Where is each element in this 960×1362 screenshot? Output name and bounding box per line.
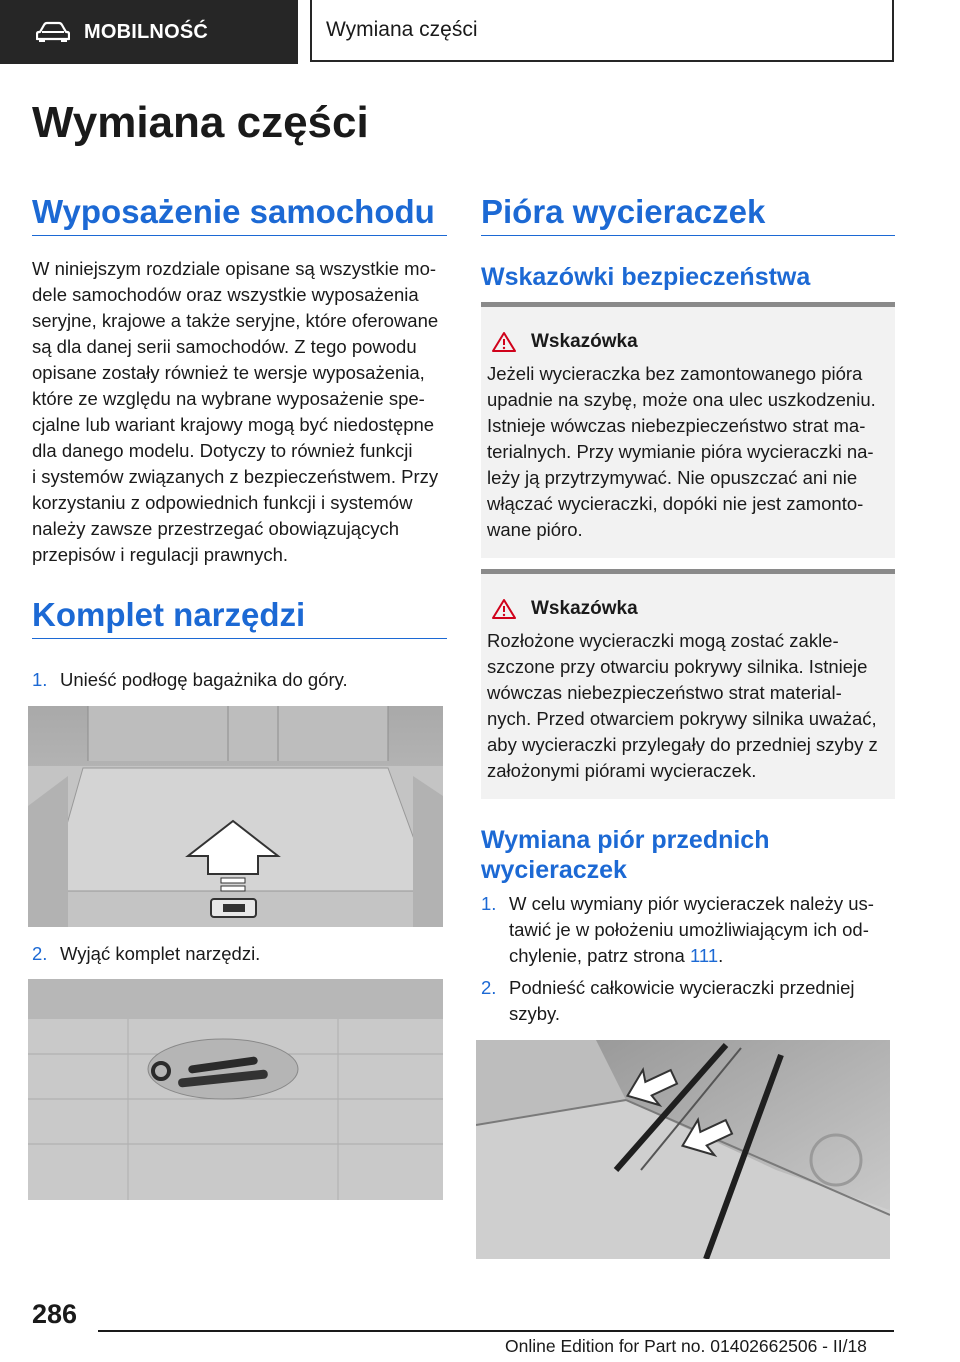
text-line: W niniejszym rozdziale opisane są wszystkie mo‐ [32,258,437,279]
text-line: dele samochodów oraz wszystkie wyposażenia [32,284,419,305]
topic-tab [310,0,894,62]
text-line: i systemów związanych z bezpieczeństwem. Przy [32,466,439,487]
toolkit-illustration [28,979,443,1200]
step-number: 2. [32,943,48,964]
page-number: 286 [32,1299,78,1329]
wiper-step-2 [481,975,854,1027]
step-text: szyby. [509,1003,561,1024]
windshield-wiper-illustration [476,1040,890,1259]
heading-vehicle-equipment: Wyposażenie samochodu [32,193,447,236]
note-line: Rozłożone wycieraczki mogą zostać zakle‐ [487,630,839,651]
note-box-2 [481,569,895,799]
step-text: Wyjąć komplet narzędzi. [60,943,261,964]
step-text: Unieść podłogę bagażnika do góry. [60,669,348,690]
note-box-1 [481,302,895,558]
text-line: cjalne lub wariant krajowy mogą być niedostępne [32,414,435,435]
step-text: Podnieść całkowicie wycieraczki przedniej [509,977,855,998]
step-number: 1. [481,893,497,914]
note-line: założonymi piórami wycieraczek. [487,760,757,781]
step-number: 1. [32,669,48,690]
note-line: Jeżeli wycieraczka bez zamontowanego pióra [487,363,863,384]
note-title: Wskazówka [531,331,638,352]
trunk-floor-illustration [28,706,443,927]
heading-safety-notes: Wskazówki bezpieczeństwa [481,263,811,291]
note-line: nych. Przed otwarciem pokrywy silnika uważać, [487,708,877,729]
heading-line: Wymiana piór przednich [481,826,770,854]
text-line: należy zawsze przestrzegać obowiązujących [32,518,400,539]
equipment-paragraph [32,256,452,568]
text-line: seryjne, krajowe a także seryjne, które oferowane [32,310,439,331]
text-line: są dla danej serii samochodów. Z tego powodu [32,336,417,357]
page-link-111[interactable]: 111 [689,945,719,966]
text-line: opisane zostały również te wersje wyposażenia, [32,362,425,383]
note-line: wane pióro. [487,519,583,540]
warning-triangle-icon [491,331,517,353]
wiper-step-1 [481,891,874,969]
text-line: dla danego modelu. Dotyczy to również funkcji [32,440,413,461]
note-line: wówczas niebezpieczeństwo strat material‐ [487,682,842,703]
text-line: które ze względu na wybrane wyposażenie spe‐ [32,388,425,409]
toolkit-step-2 [32,941,260,967]
step-text: tawić je w położeniu umożliwiającym ich od‐ [509,919,869,940]
edition-text: Online Edition for Part no. 01402662506 - II/18 [505,1336,867,1356]
note-line: szczone przy otwarciu pokrywy silnika. Istnieje [487,656,868,677]
text-line: korzystaniu z odpowiednich funkcji i systemów [32,492,413,513]
step-number: 2. [481,977,497,998]
section-tab [0,0,298,64]
topic-label: Wymiana części [326,18,478,41]
step-text: W celu wymiany piór wycieraczek należy us‐ [509,893,874,914]
note-line: aby wycieraczki przylegały do przedniej szyby z [487,734,878,755]
note-line: włączać wycieraczki, dopóki nie jest zamonto‐ [487,493,864,514]
heading-replace-front-wipers [481,825,769,885]
heading-wiper-blades: Pióra wycieraczek [481,193,895,236]
car-icon [36,21,70,43]
warning-triangle-icon [491,598,517,620]
text-line: przepisów i regulacji prawnych. [32,544,289,565]
note-line: leży ją przytrzymywać. Nie opuszczać ani nie [487,467,858,488]
section-label: MOBILNOŚĆ [84,20,209,43]
page-title: Wymiana części [32,98,369,147]
step-text: . [718,945,724,966]
note-line: terialnych. Przy wymianie pióra wycieraczki na‐ [487,441,874,462]
heading-line: wycieraczek [481,856,627,884]
note-line: Istnieje wówczas niebezpieczeństwo strat ma‐ [487,415,866,436]
heading-toolkit: Komplet narzędzi [32,596,447,639]
footer-divider [98,1330,894,1332]
step-text: chylenie, patrz strona [509,945,690,966]
note-line: upadnie na szybę, może ona ulec uszkodzeniu. [487,389,876,410]
note-title: Wskazówka [531,598,638,619]
toolkit-step-1 [32,667,348,693]
